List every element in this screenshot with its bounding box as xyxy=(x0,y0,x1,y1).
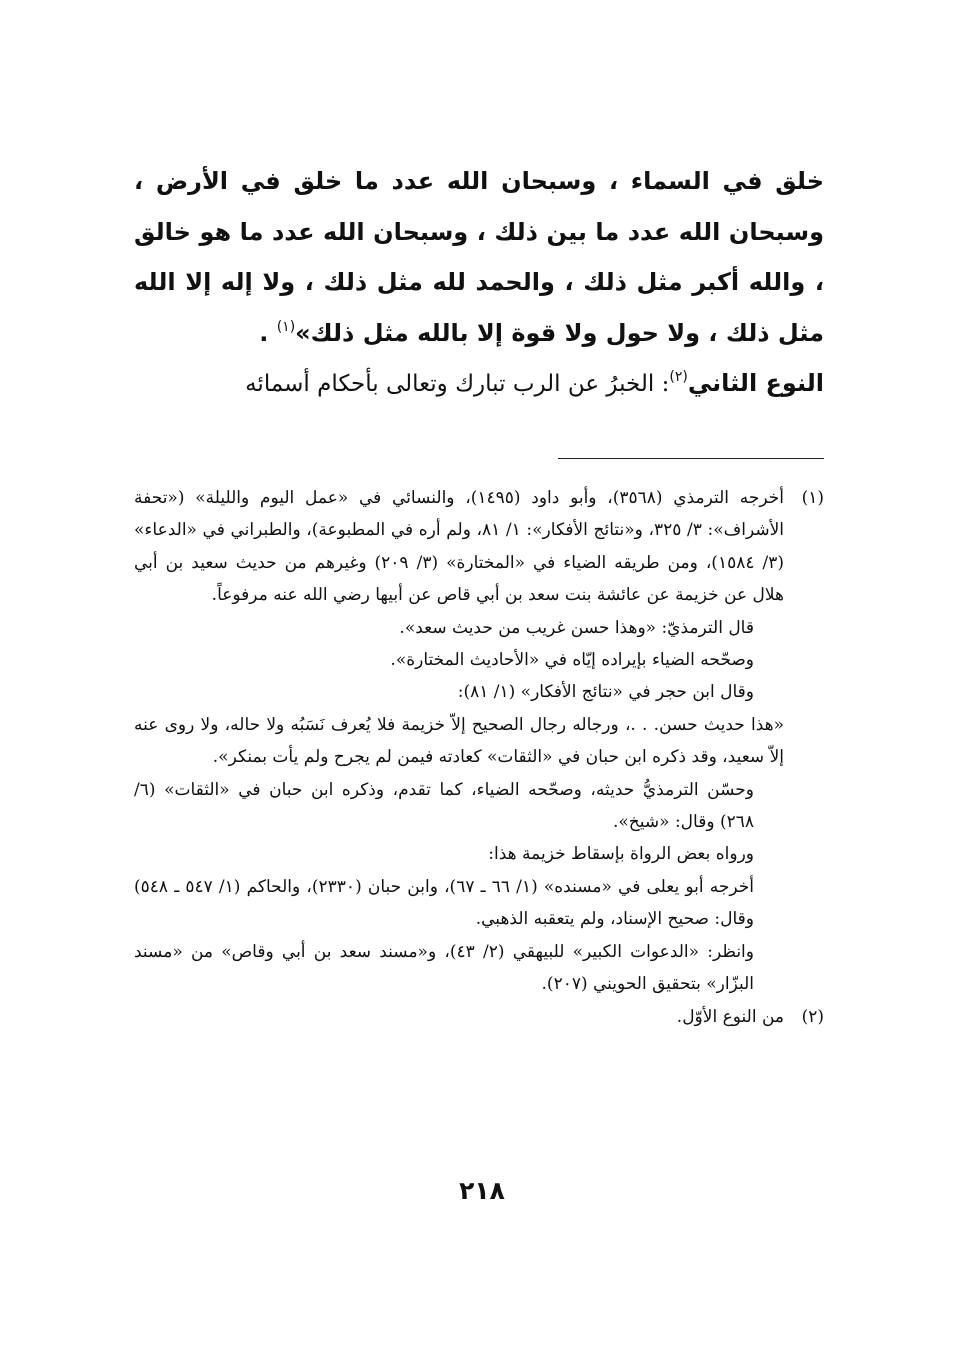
main-text xyxy=(134,156,824,410)
main-paragraph-2 xyxy=(134,358,824,410)
footnote-paragraph: ورواه بعض الرواة بإسقاط خزيمة هذا: xyxy=(488,844,754,865)
footnote-2 xyxy=(134,1001,824,1033)
footnote-paragraph: وصحّحه الضياء بإيراده إيّاه في «الأحاديث المختارة». xyxy=(390,650,754,671)
footnote-paragraph: وقال ابن حجر في «نتائج الأفكار» (١/ ٨١): xyxy=(457,682,754,703)
section-heading: النوع الثاني xyxy=(687,369,824,397)
footnote-paragraph: قال الترمذيّ: «وهذا حسن غريب من حديث سعد». xyxy=(399,617,754,638)
paragraph-1-text: خلق في السماء ، وسبحان الله عدد ما خلق في الأرض ، وسبحان الله عدد ما بين ذلك ، وسبحان الله عدد ما هو خالق ، والله أكبر مثل ذلك ، والحمد لله مثل ذلك ، ولا إله إلا الله مثل ذلك ، ولا حول ولا قوة إلا بالله مثل ذلك» xyxy=(134,167,824,347)
footnote-1 xyxy=(134,482,824,1001)
paragraph-1-end: . xyxy=(259,318,277,347)
footnote-paragraph: أخرجه أبو يعلى في «مسنده» (١/ ٦٦ ـ ٦٧)، وابن حبان (٢٣٣٠)، والحاكم (١/ ٥٤٧ ـ ٥٤٨) وقال: صحيح الإسناد، ولم يتعقبه الذهبي. xyxy=(134,876,755,930)
paragraph-2-text: : الخبرُ عن الرب تبارك وتعالى بأحكام أسمائه xyxy=(245,371,670,397)
footnote-paragraph: «هذا حديث حسن. . .، ورجاله رجال الصحيح إلاّ خزيمة فلا يُعرف نَسَبُه ولا حاله، ولا روى عنه إلاّ سعيد، وقد ذكره ابن حبان في «الثقات» كعادته فيمن لم يجرح ولم يأت بمنكر». xyxy=(134,714,784,768)
footnote-paragraph: وانظر: «الدعوات الكبير» للبيهقي (٢/ ٤٣)، و«مسند سعد بن أبي وقاص» من «مسند البزّار» بتحقيق الحويني (٢٠٧). xyxy=(134,941,754,995)
footnote-ref-1: (١) xyxy=(276,318,296,335)
footnote-number: (١) xyxy=(801,488,824,508)
footnote-paragraph: أخرجه الترمذي (٣٥٦٨)، وأبو داود (١٤٩٥)، والنسائي في «عمل اليوم والليلة» («تحفة الأشراف»: ٣/ ٣٢٥، و«نتائج الأفكار»: ١/ ٨١، ولم أره في المطبوعة)، والطبراني في «الدعاء» (٣/ ١٥٨٤)، ومن طريقه الضياء في «المختارة» (٣/ ٢٠٩) وغيرهم من حديث سعيد بن أبي هلال عن خزيمة عن عائشة بنت سعد بن أبي قاص عن أبيها رضي الله عنه مرفوعاً. xyxy=(134,488,785,606)
footnotes xyxy=(134,482,824,1033)
footnote-body xyxy=(134,1001,784,1033)
footnote-ref-2: (٢) xyxy=(669,369,688,385)
footnote-paragraph: من النوع الأوّل. xyxy=(676,1006,784,1027)
page-number: ٢١٨ xyxy=(459,1176,505,1205)
footnote-paragraph: وحسّن الترمذيُّ حديثه، وصحّحه الضياء، كما تقدم، وذكره ابن حبان في «الثقات» (٦/ ٢٦٨) وقال: «شيخ». xyxy=(134,779,754,833)
footnote-number: (٢) xyxy=(801,1006,824,1027)
footnote-body xyxy=(134,482,784,1001)
main-paragraph-1 xyxy=(134,156,824,358)
footnote-separator xyxy=(558,458,824,459)
